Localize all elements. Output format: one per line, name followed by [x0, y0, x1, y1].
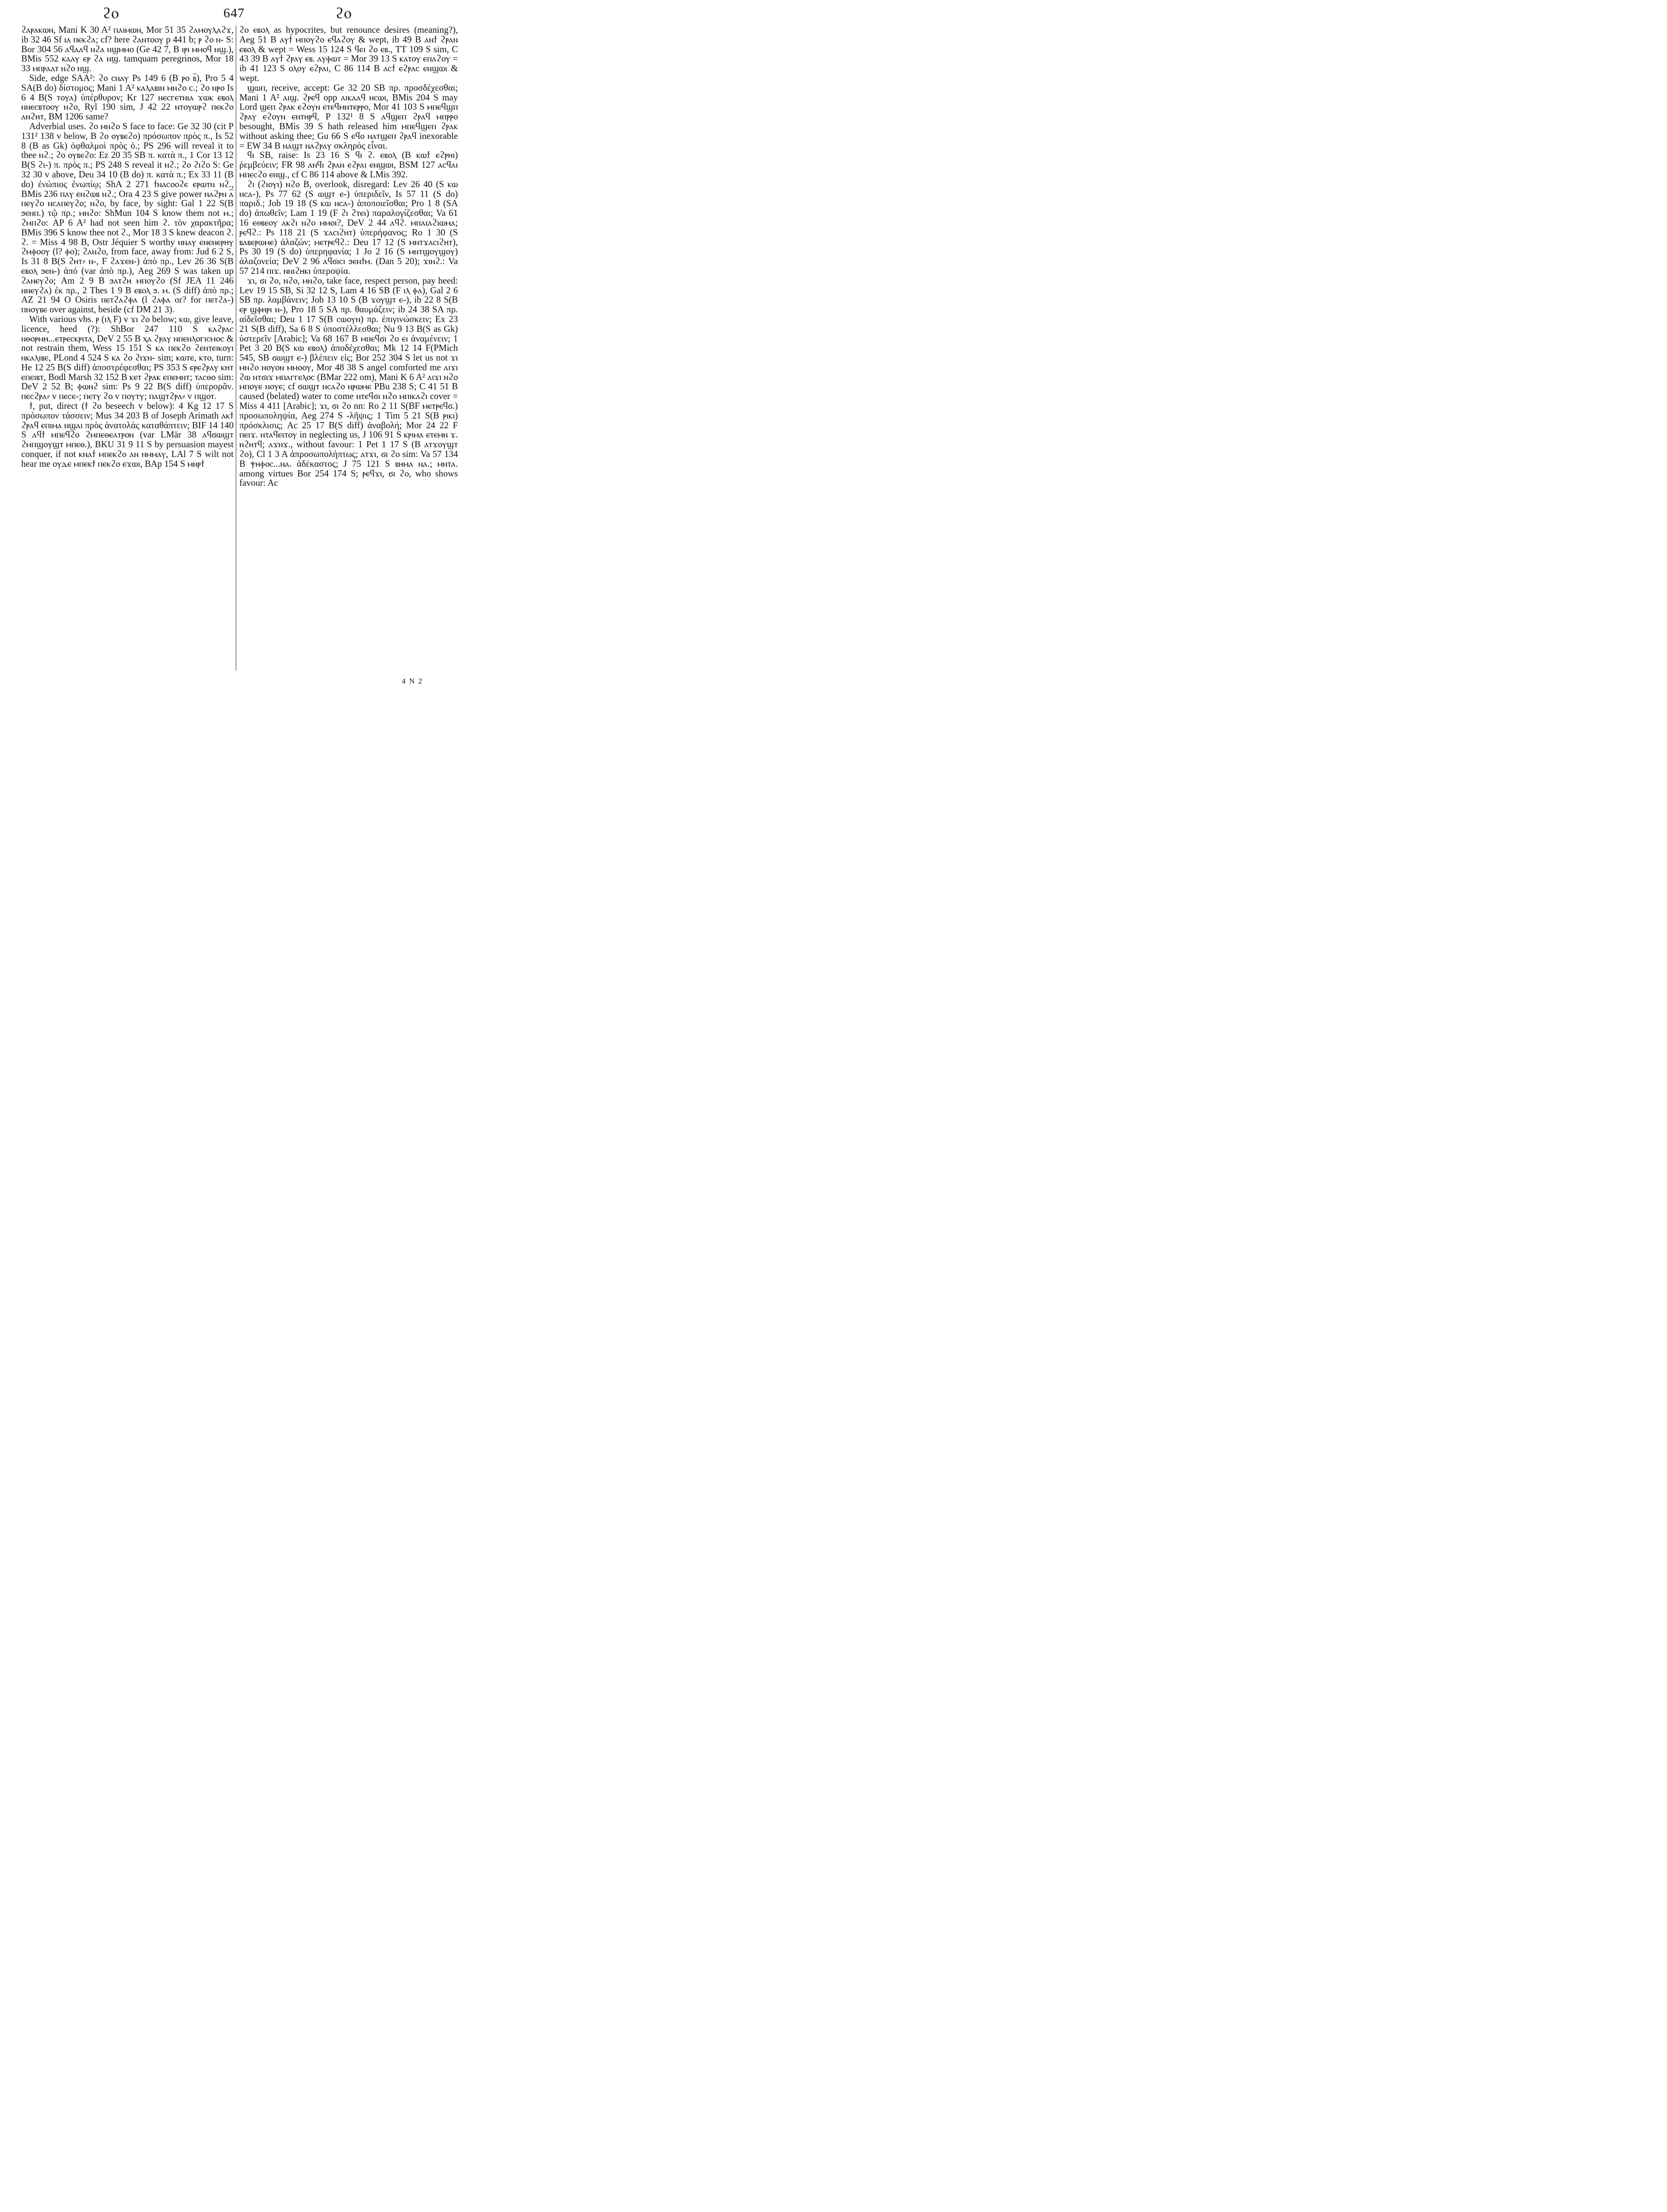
entry-paragraph: ϩⲟ ⲉⲃⲟⲗ as hypocrites, but renounce desires (meaning?), Aeg 51 B ⲁⲩϯ ⲙⲡⲟⲩϩⲟ ⲉϥⲁϩⲟⲩ & wept, ib 49 B ⲁⲛϯ ϩⲣⲁⲛ ⲉⲃⲟⲗ & wept = Wess 15 124 S ϥⲉⲓ ϩⲟ ⲉⲃ., TT 109 S sim, C 43 39 B ⲁⲩϯ ϩⲣⲁⲩ ⲉⲃ. ⲁⲩⲫⲱⲧ = Mor 39 13 S ⲕⲁⲧⲟⲩ ⲉⲡⲁϩⲟⲩ = ib 41 123 S ⲟⲗⲟⲩ ⲉϩⲣⲁⲓ, C 86 114 B ⲁⲥϯ ⲉϩⲣⲁⲥ ⲉⲛϣⲱⲓ & wept. — [239, 26, 458, 83]
entry-paragraph: ϥⲓ SB, raise: Is 23 16 S ϥⲓ ϩ. ⲉⲃⲟⲗ (B ⲕⲱϯ ⲉϩⲣⲏⲓ) ῥεμβεύειν; FR 98 ⲁⲛϥⲓ ϩⲣⲁⲛ ⲉϩⲣⲁⲓ ⲉⲛϣⲱⲓ, BSM 127 ⲁⲥϥⲁⲓ ⲙⲡⲉⲥϩⲟ ⲉⲛϣ., cf C 86 114 above & LMis 392. — [239, 150, 458, 180]
right-column — [239, 26, 458, 672]
entry-paragraph: Side, edge SAA²: ϩⲟ ⲥⲛⲁⲩ Ps 149 6 (B ⲣⲟ ⲃ̅), Pro 5 4 SA(B do) δίστομος; Mani 1 A² ⲕⲁⲗⲁⲃⲓⲛ ⲙⲛϩⲟ c.; ϩⲟ ⲛⲣⲟ Is 6 4 B(S ⲧⲟⲩⲁ) ὑπέρθυρον; Kr 127 ⲛⲉⲥⲅⲉⲧⲛⲓⲁ ϫⲱⲕ ⲉⲃⲟⲗ ⲛⲛⲉⲥⲃⲧⲟⲟⲩ ⲛϩⲟ, Ryl 190 sim, J 42 22 ⲛⲧⲟⲩⲱⲣϩ ⲡⲉⲕϩⲟ ⲁⲛϩⲏⲧ, BM 1206 same? — [21, 73, 234, 122]
running-head-left: ϩⲟ — [103, 4, 119, 22]
left-column — [21, 26, 234, 672]
entry-paragraph: ϯ, put, direct (ϯ ϩⲟ beseech v below): 4 Kg 12 17 S πρόσωπον τάσσειν; Mus 34 203 B of Joseph Arimath ⲁⲕϯ ϩⲣⲁϥ ⲉⲡⲓⲙⲁ ⲛϣⲁⲓ πρὸς ἀνατολὰς καταθάπτειν; BIF 14 140 S ⲁϥϯ ⲙⲡⲉϥϩⲟ ϩⲙⲡⲉⲑⲉⲁⲧⲣⲟⲛ (var LMär 38 ⲁϥϭⲱϣⲧ ϩⲙⲡϣⲟⲩϣⲧ ⲙⲡⲉⲑ.), BKU 31 9 11 S by persuasion mayest conquer, if not ⲕⲛⲁϯ ⲙⲡⲉⲕϩⲟ ⲁⲛ ⲛⲙⲙⲁⲩ, LAl 7 S wilt not hear me ⲟⲩⲇⲉ ⲙⲡⲉⲕϯ ⲡⲉⲕϩⲟ ⲉϫⲱⲓ, BAp 154 S ⲙⲛⲣϯ — [21, 401, 234, 469]
entry-paragraph: With various vbs. ⲣ (ⲓⲗ F) v ϫⲓ ϩⲟ below; ⲕⲱ, give leave, licence, heed (?): ShBor 247 110 S ⲕⲁϩⲣⲁⲥ ⲛⲑⲟⲣⲙⲏ...ⲉⲧⲣⲉⲥⲕⲣⲓⲧⲁ, DeV 2 55 B ⲭⲁ ϩⲣⲁⲩ ⲛⲡⲉⲛⲗⲟⲅⲓⲥⲙⲟⲥ & not restrain them, Wess 15 151 S ⲕⲁ ⲡⲉⲕϩⲟ ϩⲉⲛⲧⲉⲓⲕⲟⲩⲓ ⲛⲕⲁⲗⲓⲃⲉ, PLond 4 524 S ⲕⲁ ϩⲟ ϩⲓϫⲛ- sim; ⲕⲱⲧⲉ, ⲕⲧⲟ, turn: He 12 25 B(S diff) ἀποστρέφεσθαι; PS 353 S ⲉⲣⲉϩⲣⲁⲩ ⲕⲏⲧ ⲉⲡⲉⲓⲃⲧ, Bodl Marsh 32 152 B ⲕⲉⲧ ϩⲣⲁⲕ ⲉⲡⲉⲙⲛⲧ; ⲧⲁⲥⲑⲟ sim: DeV 2 52 B; ⲫⲱⲛϩ sim: Ps 9 22 B(S diff) ὑπερορᾶν. ⲡⲉⲥϩⲣⲁ⸗ v ⲡⲉⲥⲉ-; ⲡⲉⲧⲩ ϩⲟ v ⲡⲟⲩⲧⲩ; ⲡⲁϣⲧϩⲣⲁ⸗ v ⲡϣⲟⲧ. — [21, 314, 234, 402]
entry-paragraph: ϫⲓ, ϭⲓ ϩⲟ, ⲛϩⲟ, ⲙⲛϩⲟ, take face, respect person, pay heed: Lev 19 15 SB, Si 32 12 S, Lam 4 16 SB (F ⲓⲗ ⲫⲁ), Gal 2 6 SB πρ. λαμβάνειν; Job 13 10 S (B ϫⲟⲩϣⲧ ⲉ-), ib 22 8 S(B ⲉⲣ ϣⲫⲏⲣⲓ ⲛ-), Pro 18 5 SA πρ. θαυμάζειν; ib 24 38 SA πρ. αἰδεῖσθαι; Deu 1 17 S(B ⲥⲱⲟⲩⲛ) πρ. ἐπιγινώσκειν; Ex 23 21 S(B diff), Sa 6 8 S ὑποστέλλεσθαι; Nu 9 13 B(S as Gk) ὑστερεῖν [Arabic]; Va 68 167 B ⲙⲡⲉϥϭⲓ ϩⲟ ⲉⲓ ἀναμένειν; 1 Pet 3 20 B(S ⲕⲱ ⲉⲃⲟⲗ) ἀποδέχεσθαι; Mk 12 14 F(PMich 545, SB ϭⲱϣⲧ ⲉ-) βλέπειν εἰς; Bor 252 304 S let us not ϫⲓ ⲙⲛϩⲟ ⲛⲟⲩⲟⲛ ⲙⲙⲟⲟⲩ, Mor 48 38 S angel comforted me ⲁⲓϫⲓ ϩⲱ ⲛⲧϭⲓϫ ⲙⲡⲁⲅⲅⲉⲗⲟⲥ (BMar 222 om), Mani K 6 A² ⲁⲓϫⲓ ⲛϩⲟ ⲙⲡⲟⲩⲉ ⲛⲟⲩⲉ; cf ϭⲱϣⲧ ⲛⲥⲁϩⲟ ⲛⲣⲱⲙⲉ PBu 238 S; C 41 51 B caused (belated) water to come ⲛⲧⲉϥϭⲓ ⲛϩⲟ ⲙⲡⲓⲕⲁϩⲓ cover = Miss 4 411 [Arabic]; ϫⲓ, ϭⲓ ϩⲟ nn: Ro 2 11 S(BF ⲙⲉⲧⲣⲉϥϭ.) προσωποληψία, Aeg 274 S -λῆψις; 1 Tim 5 21 S(B ⲣⲓⲕⲓ) πρόσκλισις; Ac 25 17 B(S diff) ἀναβολή; Mor 24 22 F ⲡⲉⲓϫ. ⲛⲧⲁϥⲉⲓⲧⲟⲩ in neglecting us, J 106 91 S ⲕⲣⲓⲙⲁ ⲉⲧⲉⲙⲛ ϫ. ⲛϩⲏⲧϥ; ⲁϫⲛϫ., without favour: 1 Pet 1 17 S (B ⲁⲧϫⲟⲩϣⲧ ϩⲟ), Cl 1 3 A ἀπροσωπολήπτως; ⲁⲧϫⲓ, ϭⲓ ϩⲟ sim: Va 57 134 B ⲯⲏⲫⲟⲥ...ⲛⲁ. ἀδέκαστος; J 75 121 S ⲃⲏⲙⲁ ⲛⲁ.; ⲙⲛⲧⲁ. among virtues Bor 254 174 S; ⲣⲉϥϫⲓ, ϭⲓ ϩⲟ, who shows favour: Ac — [239, 276, 458, 488]
signature-mark: 4 N 2 — [402, 677, 423, 685]
entry-paragraph: ϣⲱⲡ, receive, accept: Ge 32 20 SB πρ. προσδέχεσθαι; Mani 1 A² ⲁⲓϣ. ϩⲣⲉϥ opp ⲁⲓⲕⲁⲁϥ ⲛⲥⲱⲓ, BMis 204 S may Lord ϣⲉⲡ ϩⲣⲁⲕ ⲉϩⲟⲩⲛ ⲉⲧⲉϥⲙⲛⲧⲉⲣⲣⲟ, Mor 41 103 S ⲙⲡⲉϥϣⲡ ϩⲣⲁⲩ ⲉϩⲟⲩⲛ ⲉⲛⲧⲏⲣϥ, P 132¹ 8 S ⲁϥϣⲉⲡ ϩⲣⲁϥ ⲙⲡⲣⲣⲟ besought, BMis 39 S hath released him ⲙⲡⲉϥϣⲉⲡ ϩⲣⲁⲕ without asking thee; Gu 66 S ⲉϥⲟ ⲛⲁⲧϣⲉⲡ ϩⲣⲁϥ inexorable = EW 34 B ⲛⲁϣⲧ ⲛⲁϩⲣⲁⲩ σκληρὸς εἶναι. — [239, 83, 458, 151]
entry-paragraph: Adverbial uses. ϩⲟ ⲙⲛϩⲟ S face to face: Ge 32 30 (cit P 131² 138 v below, B ϩⲟ ⲟⲩⲃⲉϩⲟ) πρόσωπον πρὸς π., Is 52 8 (B as Gk) ὀφθαλμοὶ πρὸς ὀ.; PS 296 will reveal it to thee ⲛϩ.; ϩⲟ ⲟⲩⲃⲉϩⲟ: Ez 20 35 SB π. κατὰ π., 1 Cor 13 12 B(S ϩⲓ-) π. πρὸς π.; PS 248 S reveal it ⲛϩ.; ϩⲟ ϩⲓϩⲟ S: Ge 32 30 v above, Deu 34 10 (B do) π. κατὰ π.; Ex 33 11 (B do) ἐνώπιος ἐνωπίῳ; ShA 2 271 ϯⲛⲁⲥⲟⲟϩⲉ ⲉⲣⲱⲧⲛ ⲛϩ., BMis 236 ⲡⲁⲩ ⲉⲛϩⲱⲃ ⲛϩ.; Ora 4 23 S give power ⲛⲁϩⲣⲛ ⲁ̅ ⲡⲉⲩϩⲟ ⲛⲥⲁⲡⲉⲩϩⲟ; ⲛϩⲟ, by face, by sight: Gal 1 22 S(B ϧⲉⲛⲡ.) τῷ πρ.; ⲙⲛϩⲟ: ShMun 104 S know them not ⲙ.; ϩⲙⲡϩⲟ: AP 6 A² had not seen him ϩ. τὸν χαρακτῆρα; BMis 396 S know thee not ϩ., Mor 18 3 S knew deacon ϩ. ϩ. = Miss 4 98 B, Ostr Jéquier S worthy ⲛⲛⲁⲩ ⲉⲛⲉⲛⲉⲣⲏⲩ ϩⲙⲫⲟⲟⲩ (l? ⲫⲟ); ϩⲁⲛϩⲟ, from face, away from: Jud 6 2 S, Is 31 8 B(S ϩⲏⲧ⸗ ⲛ-, F ϩⲁϫⲉⲛ-) ἀπὸ πρ., Lev 26 36 S(B ⲉⲃⲟⲗ ϧⲉⲛ-) ἀπό (var ἀπὸ πρ.), Aeg 269 S was taken up ϩⲁⲛⲉⲩϩⲟ; Am 2 9 B ϧⲁⲧϩⲏ ⲙⲡⲟⲩϩⲟ (Sf JEA 11 246 ⲛⲛⲉⲩϩⲁ) ἐκ πρ., 2 Thes 1 9 B ⲉⲃⲟⲗ ϧ. ⲙ. (S diff) ἀπὸ πρ.; AZ 21 94 O Osiris ⲡⲉⲧϩⲁϩⲫⲁ (l ϩⲁⲫⲁ or? for ⲡⲉⲧϩⲁ-) ⲡⲛⲟⲩⲃⲉ over against, beside (cf DM 21 3). — [21, 121, 234, 315]
page-number: 647 — [223, 6, 245, 20]
dictionary-page — [0, 0, 466, 691]
running-head-right: ϩⲟ — [335, 4, 352, 22]
entry-paragraph: ϩⲓ (ϩⲓⲟⲩⲓ) ⲛϩⲟ B, overlook, disregard: Lev 26 40 (S ⲕⲱ ⲛⲥⲁ-), Ps 77 62 (S ⲱϣⲧ ⲉ-) ὑπεριδεῖν, Is 57 11 (S do) παριδ.; Job 19 18 (S ⲕⲱ ⲛⲥⲁ-) ἀποποιεῖσθαι; Pro 1 8 (SA do) ἀπωθεῖν; Lam 1 19 (F ϩⲓ ϩⲧⲉⲓ) παραλογίζεσθαι; Va 61 16 ⲉⲑⲃⲉⲟⲩ ⲁⲕϩⲓ ⲛϩⲟ ⲙⲙⲟⲓ?, DeV 2 44 ⲁϥϩ. ⲙⲡⲁⲓⲁϩⲓⲱⲙⲁ; ⲣⲉϥϩ.: Ps 118 21 (S ϫⲁⲥⲓϩⲏⲧ) ὑπερήφανος; Ro 1 30 (S ⲃⲁⲃⲉⲣⲱⲙⲉ) ἀλαζών; ⲙⲉⲧⲣⲉϥϩ.: Deu 17 12 (S ⲙⲛⲧϫⲁⲥⲓϩⲏⲧ), Ps 30 19 (S do) ὑπερηφανία; 1 Jo 2 16 (S ⲙⲛⲧϣⲟⲩϣⲟⲩ) ἀλαζονεία; DeV 2 96 ⲁϥϭⲓⲥⲓ ϧⲉⲛϯⲙ. (Dan 5 20); ϫⲓⲛϩ.: Va 57 214 ⲡⲓϫ. ⲛⲛⲓϩⲏⲕⲓ ὑπεροψία. — [239, 179, 458, 276]
entry-paragraph: ϩⲁⲣⲁⲕⲱⲛ, Mani K 30 A² ⲡⲁⲓⲙⲱⲛ, Mor 51 35 ϩⲁⲙⲟⲩⲗⲁϩϫ, ib 32 46 Sf ⲓⲁ ⲡⲉⲕϩⲁ; cf? here ϩⲁⲛⲧⲟⲟⲩ p 441 b; ⲣ ϩⲟ ⲛ- S: Bor 304 56 ⲁϥⲁⲁϥ ⲛϩⲁ ⲛϣⲙⲙⲟ (Ge 42 7, B ⲓⲣⲓ ⲙⲙⲟϥ ⲛϣ.), BMis 552 ⲕⲁⲁⲩ ⲉⲣ ϩⲁ ⲛϣ. tamquam peregrinos, Mor 18 33 ⲙⲡⲣⲁⲁⲧ ⲛϩⲟ ⲛϣ. — [21, 26, 234, 74]
